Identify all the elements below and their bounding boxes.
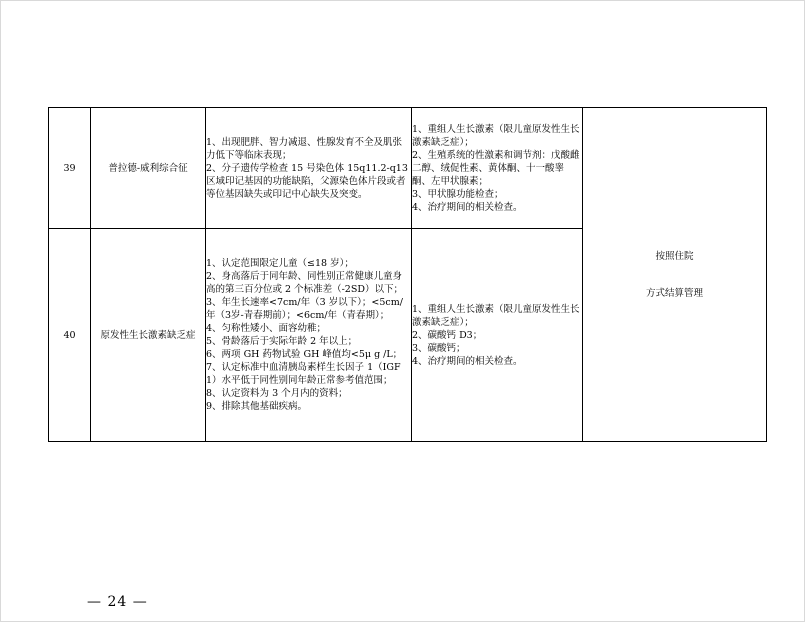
disease-name: 原发性生长激素缺乏症 xyxy=(91,229,206,442)
treatment-item: 3、碳酸钙； xyxy=(412,342,466,354)
criteria-item: 6、两项 GH 药物试验 GH 峰值均<5μ g /L； xyxy=(206,349,403,360)
treatment-item: 3、甲状腺功能检查； xyxy=(412,188,504,200)
disease-name: 普拉德-威利综合征 xyxy=(91,108,206,229)
criteria-item: 2、身高落后于同年龄、同性别正常健康儿童身高的第三百分位或 2 个标准差（-2SD）以下； xyxy=(206,271,403,295)
criteria-item: 1、认定范围限定儿童（≤18 岁）； xyxy=(206,258,354,269)
criteria-item: 3、年生长速率<7cm/年（3 岁以下）；<5cm/年（3岁-青春期前）；<6cm/年（青春期）； xyxy=(206,297,403,321)
row-number: 39 xyxy=(49,108,91,229)
criteria-item: 5、骨龄落后于实际年龄 2 年以上； xyxy=(206,336,358,347)
criteria-item: 9、排除其他基础疾病。 xyxy=(206,401,308,412)
diagnosis-criteria xyxy=(206,229,412,442)
treatment-item: 4、治疗期间的相关检查。 xyxy=(412,355,523,367)
settlement-line: 按照住院 xyxy=(655,250,694,262)
treatment-item: 2、碳酸钙 D3； xyxy=(412,329,483,341)
table-row xyxy=(49,108,767,229)
row-number: 40 xyxy=(49,229,91,442)
treatment-scope xyxy=(412,108,583,229)
criteria-item: 4、匀称性矮小、面容幼稚； xyxy=(206,323,327,334)
treatment-item: 1、重组人生长激素（限儿童原发性生长激素缺乏症）； xyxy=(412,303,580,328)
criteria-item: 7、认定标准中血清胰岛素样生长因子 1（IGF1）水平低于同性别同年龄正常参考值范围； xyxy=(206,362,401,386)
treatment-item: 4、治疗期间的相关检查。 xyxy=(412,201,523,213)
treatment-scope xyxy=(412,229,583,442)
settlement-line: 方式结算管理 xyxy=(645,287,703,299)
page-number: — 24 — xyxy=(87,594,148,610)
treatment-item: 1、重组人生长激素（限儿童原发性生长激素缺乏症）； xyxy=(412,123,580,148)
criteria-item: 2、分子遗传学检查 15 号染色体 15q11.2-q13 区域印记基因的功能缺陷，父源染色体片段或者等位基因缺失或印记中心缺失及突变。 xyxy=(206,162,408,200)
criteria-item: 1、出现肥胖、智力减退、性腺发育不全及肌张力低下等临床表现； xyxy=(206,136,403,161)
criteria-item: 8、认定资料为 3 个月内的资料； xyxy=(206,388,348,399)
settlement-method xyxy=(583,108,767,442)
diagnosis-criteria xyxy=(206,108,412,229)
treatment-item: 2、生殖系统的性激素和调节剂：戊酸雌二醇、绒促性素、黄体酮、十一酸睾酮、左甲状腺素； xyxy=(412,149,580,187)
disease-table xyxy=(48,107,767,442)
